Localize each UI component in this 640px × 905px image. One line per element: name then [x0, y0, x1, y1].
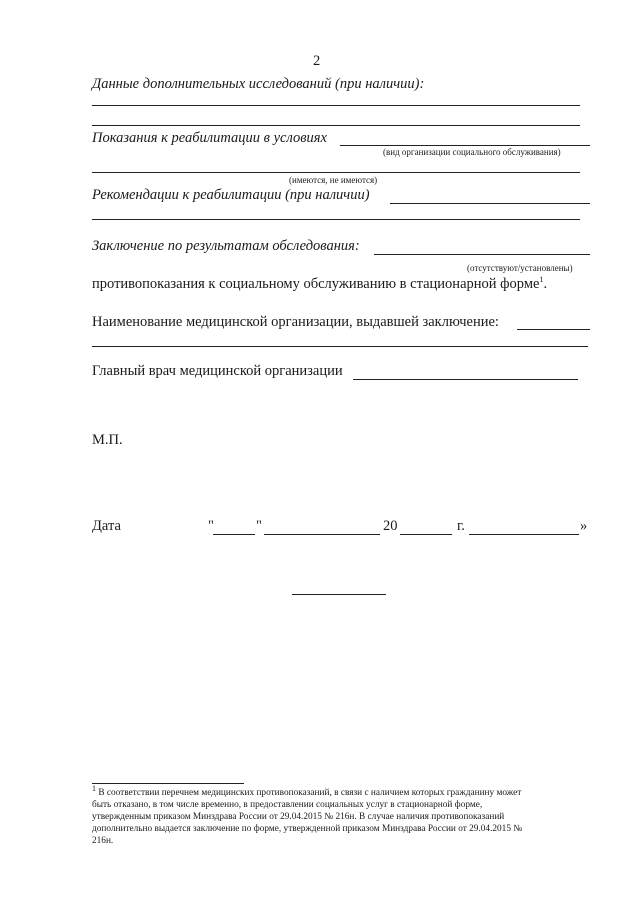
- footnote-marker: 1: [92, 783, 96, 793]
- date-month-line[interactable]: [264, 534, 380, 535]
- date-quote-open: ": [208, 518, 214, 534]
- conclusion-label: Заключение по результатам обследования:: [92, 238, 360, 254]
- organization-line-1[interactable]: [517, 329, 590, 330]
- date-label: Дата: [92, 518, 121, 534]
- date-closing-mark: »: [580, 518, 588, 534]
- organization-line-2[interactable]: [92, 346, 588, 347]
- footnote-line-4: дополнительно выдается заключение по форме, утвержденной приказом Минздрава России от 29.04.2015 №: [92, 824, 523, 834]
- rehab-presence-line[interactable]: [92, 172, 580, 173]
- rehab-recommendations-label: Рекомендации к реабилитации (при наличии): [92, 187, 370, 203]
- rehab-recommendations-line-2[interactable]: [92, 219, 580, 220]
- rehab-indications-label: Показания к реабилитации в условиях: [92, 130, 327, 146]
- additional-research-line-1[interactable]: [92, 105, 580, 106]
- stamp-label: М.П.: [92, 432, 123, 448]
- rehab-org-type-line[interactable]: [340, 145, 590, 146]
- organization-label: Наименование медицинской организации, выдавшей заключение:: [92, 314, 499, 330]
- chief-doctor-signature-line[interactable]: [353, 379, 578, 380]
- footnote-reference: 1: [539, 275, 544, 285]
- date-quote-close: ": [256, 518, 262, 534]
- rehab-presence-caption: (имеются, не имеются): [289, 175, 378, 185]
- footnote-line-5: 216н.: [92, 836, 114, 846]
- date-extra-line[interactable]: [469, 534, 579, 535]
- date-day-line[interactable]: [213, 534, 255, 535]
- rehab-org-type-caption: (вид организации социального обслуживания): [383, 147, 561, 157]
- content-end-separator: [292, 594, 386, 595]
- additional-research-line-2[interactable]: [92, 125, 580, 126]
- page-number: 2: [313, 53, 321, 69]
- footnote-line-3: утвержденным приказом Минздрава России от 29.04.2015 № 216н. В случае наличия противопоказаний: [92, 812, 505, 822]
- footnote-separator: [92, 783, 244, 784]
- date-year-line[interactable]: [400, 534, 452, 535]
- footnote-line-1: $^1$ В соответствии перечнем медицинских противопоказаний, в связи с наличием которых гражданину может: [92, 783, 522, 798]
- conclusion-line[interactable]: [374, 254, 590, 255]
- conclusion-caption: (отсутствуют/установлены): [467, 263, 573, 273]
- conclusion-statement: противопоказания к социальному обслуживанию в стационарной форме$^1$.: [92, 275, 548, 292]
- chief-doctor-label: Главный врач медицинской организации: [92, 363, 343, 379]
- footnote-line-2: быть отказано, в том числе временно, в предоставлении социальных услуг в стационарной форме,: [92, 800, 483, 810]
- additional-research-label: Данные дополнительных исследований (при наличии):: [92, 76, 425, 92]
- rehab-recommendations-line-1[interactable]: [390, 203, 590, 204]
- date-year-prefix: 20: [383, 518, 398, 534]
- date-year-suffix: г.: [457, 518, 465, 534]
